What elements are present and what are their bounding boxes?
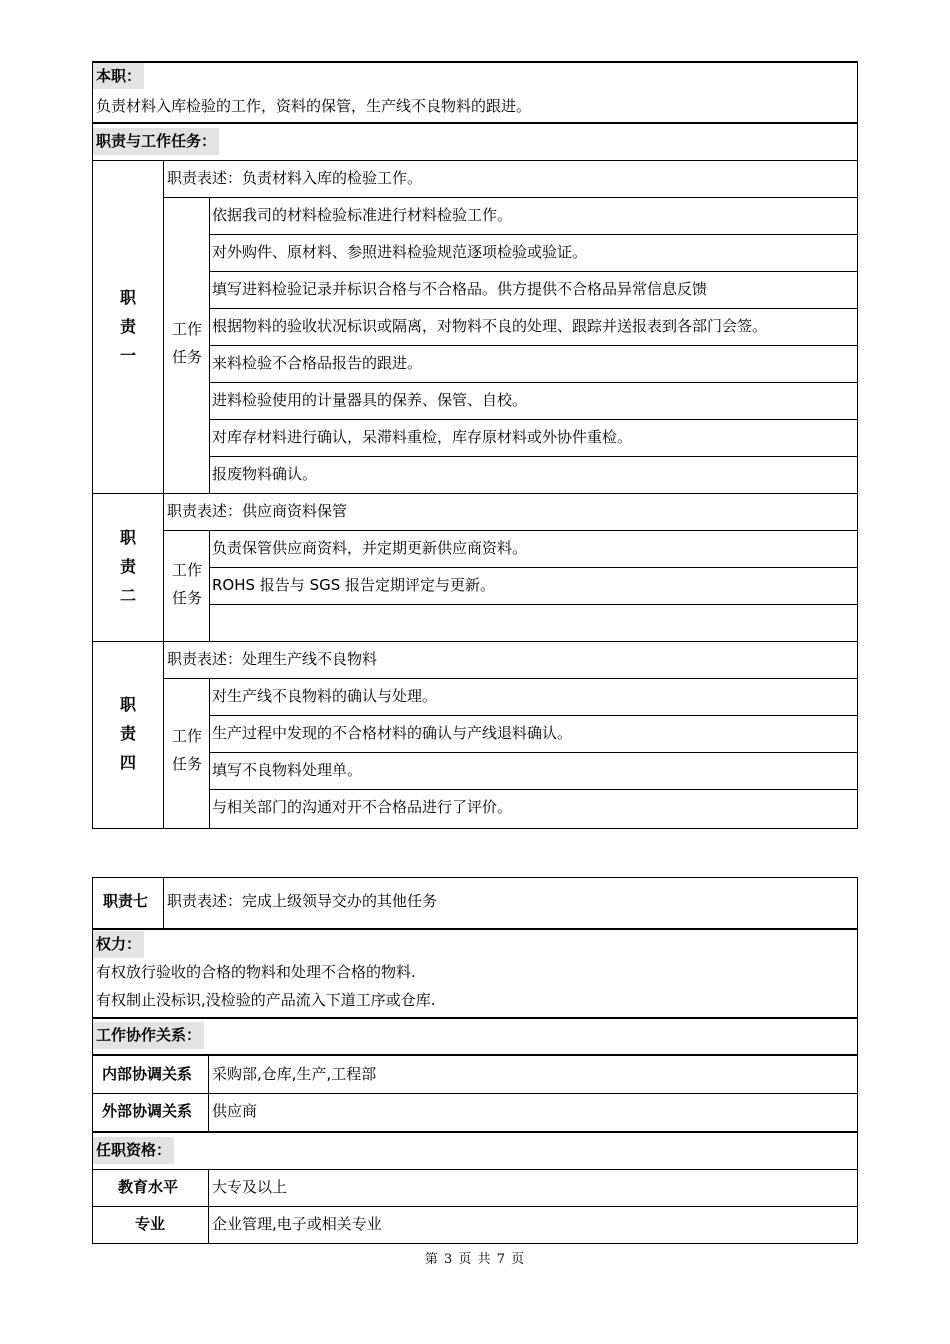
relations-label: 工作协作关系：: [93, 1022, 204, 1049]
external-value: 供应商: [212, 1102, 258, 1120]
duty4-statement: 职责表述：处理生产线不良物料: [167, 650, 378, 668]
duty4-task-label: 工作 任务: [171, 727, 202, 773]
duty4-task: 填写不良物料处理单。: [212, 761, 363, 779]
major-label: 专业: [135, 1215, 166, 1233]
duty1-task: 填写进料检验记录并标识合格与不合格品。供方提供不合格品异常信息反馈: [212, 280, 708, 298]
benzhi-text: 负责材料入库检验的工作，资料的保管，生产线不良物料的跟进。: [96, 97, 532, 115]
education-value: 大专及以上: [212, 1178, 288, 1196]
duty7-statement: 职责表述：完成上级领导交办的其他任务: [167, 892, 438, 910]
duty1-task: 报废物料确认。: [212, 465, 318, 483]
duty1-task: 进料检验使用的计量器具的保养、保管、自校。: [212, 391, 528, 409]
duty1-task: 对外购件、原材料、参照进料检验规范逐项检验或验证。: [212, 243, 588, 261]
power-line: 有权制止没标识,没检验的产品流入下道工序或仓库.: [96, 991, 436, 1009]
duty1-statement: 职责表述：负责材料入库的检验工作。: [167, 169, 423, 187]
duty1-label: 职 责 一: [119, 288, 136, 365]
duty2-statement: 职责表述：供应商资料保管: [167, 502, 348, 520]
duty2-task: 负责保管供应商资料，并定期更新供应商资料。: [212, 539, 528, 557]
qualification-label: 任职资格：: [93, 1137, 174, 1164]
duty2-label: 职 责 二: [119, 528, 136, 605]
duty2-task: ROHS 报告与 SGS 报告定期评定与更新。: [212, 576, 496, 594]
duty7-label: 职责七: [103, 892, 149, 910]
page-footer: 第 3 页 共 7 页: [424, 1252, 526, 1267]
duty1-task: 依据我司的材料检验标准进行材料检验工作。: [212, 206, 513, 224]
duty1-task: 根据物料的验收状况标识或隔离，对物料不良的处理、跟踪并送报表到各部门会签。: [212, 317, 768, 335]
duty4-task: 对生产线不良物料的确认与处理。: [212, 687, 438, 705]
duty4-task: 生产过程中发现的不合格材料的确认与产线退料确认。: [212, 724, 573, 742]
duty1-task: 来料检验不合格品报告的跟进。: [212, 354, 423, 372]
duty4-task: 与相关部门的沟通对开不合格品进行了评价。: [212, 798, 513, 816]
education-label: 教育水平: [118, 1178, 179, 1196]
benzhi-label: 本职：: [93, 63, 144, 89]
internal-label: 内部协调关系: [102, 1065, 193, 1083]
duties-label: 职责与工作任务：: [93, 128, 219, 155]
internal-value: 采购部,仓库,生产,工程部: [212, 1065, 377, 1083]
duty4-label: 职 责 四: [119, 695, 136, 772]
major-value: 企业管理,电子或相关专业: [212, 1215, 382, 1233]
duty2-task-label: 工作 任务: [171, 561, 202, 607]
duty1-task-label: 工作 任务: [171, 320, 202, 366]
power-line: 有权放行验收的合格的物料和处理不合格的物料.: [96, 963, 416, 981]
duty1-task: 对库存材料进行确认，呆滞料重检，库存原材料或外协件重检。: [212, 428, 633, 446]
external-label: 外部协调关系: [102, 1102, 193, 1120]
power-label: 权力：: [93, 931, 144, 958]
